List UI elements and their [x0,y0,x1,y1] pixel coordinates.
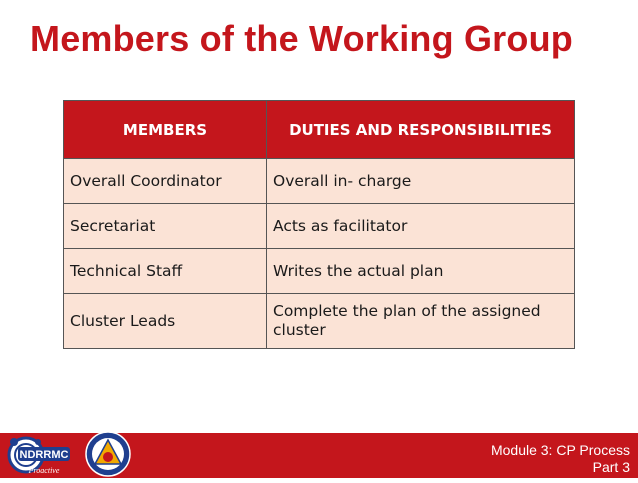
working-group-table [63,100,575,349]
duty-cell: Complete the plan of the assigned cluster [267,294,575,349]
ndrrmc-logo [4,433,80,478]
member-cell: Secretariat [64,204,267,249]
member-cell: Overall Coordinator [64,159,267,204]
table-row [64,249,575,294]
table-row [64,159,575,204]
table-row [64,294,575,349]
table-header-row [64,101,575,159]
footer-module-label [491,442,630,476]
table-row [64,204,575,249]
header-members: MEMBERS [64,101,267,159]
logo-tagline: Proactive [28,466,60,475]
ocd-seal-logo [84,430,132,478]
duty-cell: Acts as facilitator [267,204,575,249]
member-cell: Cluster Leads [64,294,267,349]
footer-line-2: Part 3 [592,459,630,475]
logo-text: NDRRMC [19,449,69,461]
slide-title: Members of the Working Group [30,18,573,59]
duty-cell: Overall in- charge [267,159,575,204]
footer-line-1: Module 3: CP Process [490,442,630,458]
header-duties: DUTIES AND RESPONSIBILITIES [267,101,575,159]
member-cell: Technical Staff [64,249,267,294]
duty-cell: Writes the actual plan [267,249,575,294]
